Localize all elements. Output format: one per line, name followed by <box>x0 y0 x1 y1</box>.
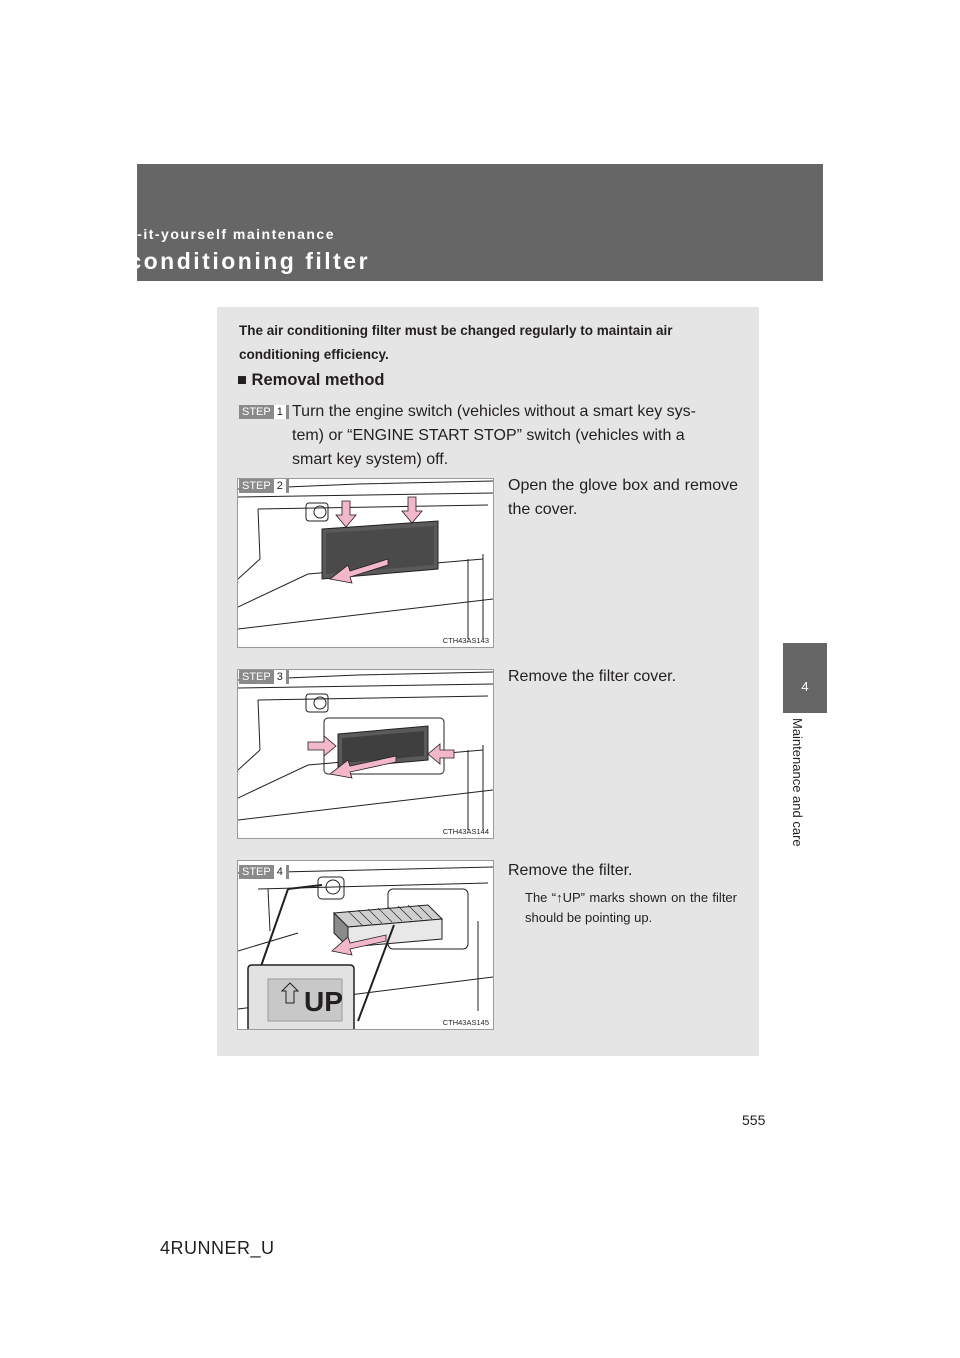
figure-code: CTH43AS143 <box>442 636 489 645</box>
step-2-badge: STEP 2 <box>239 479 289 493</box>
step-3-figure <box>237 669 494 839</box>
glovebox-illustration <box>238 479 493 647</box>
up-callout-text: UP <box>304 986 343 1017</box>
step-2-figure <box>237 478 494 648</box>
intro-text: The air conditioning filter must be changed regularly to maintain air conditioning efficiency. <box>239 323 673 362</box>
chapter-label: Maintenance and care <box>790 718 805 847</box>
step-3-text: Remove the filter cover. <box>508 668 677 685</box>
step-2-text: Open the glove box and remove the cover. <box>508 477 738 518</box>
step-3-badge: STEP 3 <box>239 670 289 684</box>
step-1-text: Turn the engine switch (vehicles without a smart key sys- tem) or “ENGINE START STOP” switch (vehicles with a smart key system) off. <box>292 403 697 468</box>
chapter-tab[interactable] <box>783 643 827 713</box>
step-4-text: Remove the filter. <box>508 862 633 879</box>
page-title: Air conditioning filter <box>80 248 371 274</box>
content-panel <box>217 307 759 1056</box>
filter-cover-illustration <box>238 670 493 838</box>
page-number: 555 <box>742 1112 766 1128</box>
step-4-badge: STEP 4 <box>239 865 289 879</box>
chapter-number: 4 <box>801 679 809 694</box>
step-4-note: The “↑UP” marks shown on the filter should be pointing up. <box>525 890 737 925</box>
figure-code: CTH43AS145 <box>442 1018 489 1027</box>
footer-model: 4RUNNER_U <box>160 1238 275 1258</box>
filter-removal-illustration <box>238 861 493 1030</box>
subheading: ■ Removal method <box>237 371 385 389</box>
section-title: 4-3. Do-it-yourself maintenance <box>80 226 335 242</box>
step-4-figure <box>237 860 494 1030</box>
step-1-badge: STEP 1 <box>239 405 289 419</box>
figure-code: CTH43AS144 <box>442 827 489 836</box>
